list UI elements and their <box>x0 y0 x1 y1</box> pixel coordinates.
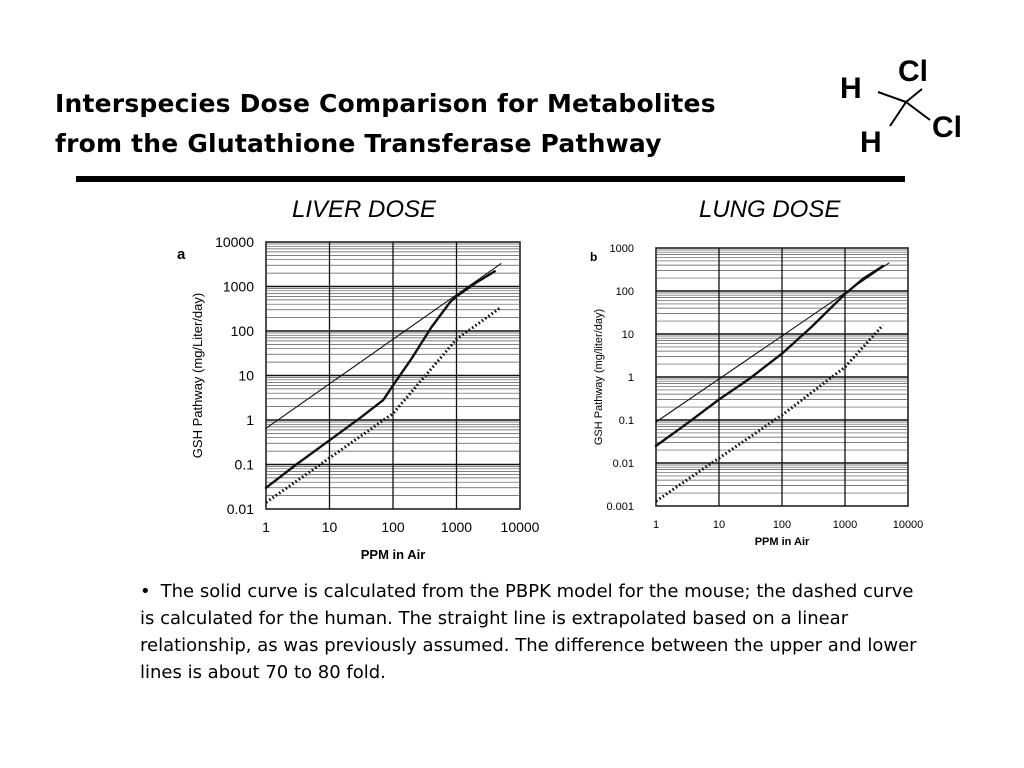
atom-h-left: H <box>840 72 862 105</box>
y-tick-label: 0.01 <box>226 500 254 517</box>
x-tick-label: 1000 <box>440 519 473 535</box>
x-axis-title: PPM in Air <box>360 547 426 562</box>
liver-dose-chart <box>168 232 558 570</box>
x-tick-label: 10000 <box>500 519 540 535</box>
x-tick-label: 10 <box>712 519 726 531</box>
x-tick-label: 100 <box>772 519 792 531</box>
slide-title <box>55 84 716 164</box>
title-line-1: Interspecies Dose Comparison for Metabolites <box>55 89 716 118</box>
y-tick-label: 100 <box>615 285 634 298</box>
y-tick-label: 100 <box>230 322 254 339</box>
x-axis-title: PPM in Air <box>754 536 810 548</box>
x-tick-label: 10 <box>321 519 338 535</box>
atom-h-bottom: H <box>860 126 882 156</box>
y-axis-title: GSH Pathway (mg/Liter/day) <box>190 292 205 459</box>
x-tick-label: 1 <box>652 519 660 531</box>
y-tick-label: 1 <box>246 411 254 428</box>
y-tick-label: 1000 <box>222 278 254 295</box>
x-tick-label: 10000 <box>892 519 924 531</box>
atom-cl-top: Cl <box>898 56 928 88</box>
y-tick-label: 0.1 <box>618 414 634 427</box>
atom-cl-right: Cl <box>932 111 962 144</box>
liver-dose-label: LIVER DOSE <box>292 196 437 223</box>
panel-letter: a <box>177 246 186 263</box>
x-tick-label: 1 <box>262 519 270 535</box>
lung-dose-label: LUNG DOSE <box>699 196 841 223</box>
title-line-2: from the Glutathione Transferase Pathway <box>55 129 662 158</box>
y-tick-label: 0.001 <box>606 500 634 513</box>
y-tick-label: 0.01 <box>612 457 634 470</box>
bond-lower-left <box>890 102 906 126</box>
bullet-marker: • <box>140 581 151 602</box>
caption-text: The solid curve is calculated from the PBPK model for the mouse; the dashed curve is calculated for the human. The straight line is extrapolated based on a linear relationship, as was previously assumed. The difference between the upper and lower lines is about 70 to 80 fold. <box>140 581 917 683</box>
y-tick-label: 10 <box>238 367 254 384</box>
panel-letter: b <box>590 250 598 264</box>
lung-dose-chart <box>580 236 930 554</box>
y-tick-label: 1 <box>627 371 634 384</box>
y-tick-label: 10000 <box>215 233 254 250</box>
x-tick-label: 100 <box>381 519 405 535</box>
bond-upper-left <box>878 92 906 102</box>
y-axis-title: GSH Pathway (mg/liter/day) <box>593 308 605 446</box>
y-tick-label: 10 <box>621 328 634 341</box>
y-tick-label: 1000 <box>609 242 634 255</box>
bond-upper-right <box>906 89 922 102</box>
y-tick-label: 0.1 <box>234 456 254 473</box>
bond-lower-right <box>906 102 930 120</box>
dichloromethane-structure <box>836 56 986 156</box>
caption-paragraph <box>140 578 930 686</box>
x-tick-label: 1000 <box>832 519 858 531</box>
title-divider <box>76 176 905 182</box>
